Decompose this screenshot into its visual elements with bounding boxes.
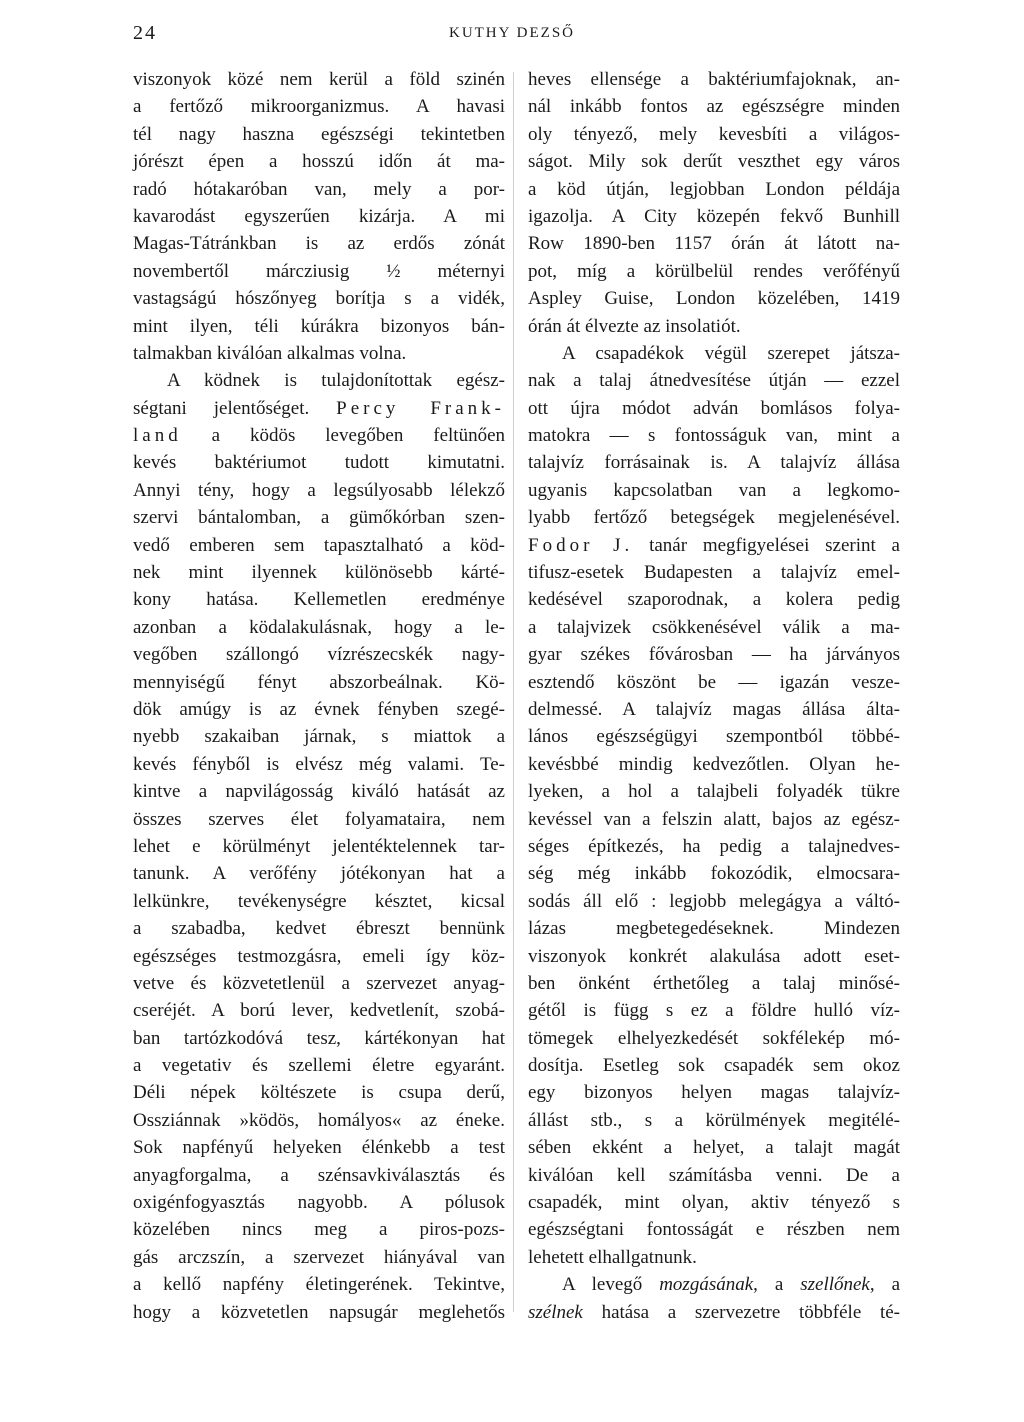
text-line [133,532,505,559]
line-text: kevés fényből is elvész még valami. Te- [133,753,505,775]
line-text: egy bizonyos helyen magas talajvíz- [528,1082,900,1104]
line-text: sodás áll elő : legjobb melegágya a váltó- [528,890,900,912]
text-line [528,997,900,1024]
text-line [528,1162,900,1189]
line-text: igazolja. A City közepén fekvő Bunhill [528,205,900,227]
line-text: vastagságú hószőnyeg borítja s a vidék, [133,288,505,310]
text-line [528,915,900,942]
text-line [133,1162,505,1189]
line-text: talmakban kiválóan alkalmas volna. [133,342,407,364]
spaced-name: Fodor J. [528,534,634,556]
line-text: azonban a ködalakulásnak, hogy a le- [133,616,505,638]
text-line [528,806,900,833]
line-text: Aspley Guise, London közelében, 1419 [528,288,900,310]
text-line [528,504,900,531]
line-text: radó hótakaróban van, mely a por- [133,178,505,200]
line-text: kevésbbé mindig kedvezőtlen. Olyan he- [528,753,900,775]
text-line [528,66,900,93]
line-text: vedő emberen sem tapasztalható a köd- [133,534,505,556]
line-text: kevéssel van a felszin alatt, bajos az egész- [528,808,900,830]
text-line [528,1025,900,1052]
line-text: nyebb szakaiban járnak, s miattok a [133,726,505,748]
line-text: hogy a közvetetlen napsugár meglehetős [133,1301,505,1323]
text-line [133,723,505,750]
text-line [133,778,505,805]
line-text: delmessé. A talajvíz magas állása álta- [528,698,900,720]
line-text: anyagforgalma, a szénsavkiválasztás és [133,1164,505,1186]
line-text: jórészt épen a hosszú időn át ma- [133,151,505,173]
line-text: Annyi tény, hogy a legsúlyosabb lélekző [133,479,505,501]
line-text: Ossziánnak »ködös, homályos« az éneke. [133,1109,505,1131]
spaced-name: Percy Frank- [336,397,505,419]
line-text: kintve a napvilágosság kiváló hatását az [133,781,505,803]
text-line [528,696,900,723]
line-text: tömegek elhelyezkedését sokfélekép mó- [528,1027,900,1049]
text-line [528,1052,900,1079]
text-line [133,340,505,367]
line-text: heves ellensége a baktériumfajoknak, an- [528,69,900,90]
line-text: lehetett elhallgatnunk. [528,1246,697,1268]
text-line [133,367,505,394]
line-text: tifusz-esetek Budapesten a talajvíz emel- [528,562,900,584]
line-text: tanár megfigyelései szerint a [633,534,900,556]
text-line [133,1107,505,1134]
text-line [133,395,505,422]
line-text: talajvíz forrásainak is. A talajvíz állása [528,452,900,474]
line-text: A ködnek is tulajdonítottak egész- [167,370,505,392]
column-divider [513,72,514,1312]
text-line [528,532,900,559]
text-line [133,1271,505,1298]
text-line [133,669,505,696]
line-text: kiválóan kell számításba venni. De a [528,1164,900,1186]
text-line [133,203,505,230]
line-text: a szabadba, kedvet ébreszt bennünk [133,918,505,940]
text-line [528,285,900,312]
line-text: viszonyok konkrét alakulása adott eset- [528,945,900,967]
line-text: kevés baktériumot tudott kimutatni. [133,452,505,474]
text-line [133,1189,505,1216]
text-line [528,1134,900,1161]
line-text: hatása a szervezetre többféle té- [582,1301,900,1323]
text-line [528,778,900,805]
text-line [133,1216,505,1243]
line-text: Magas-Tátránkban is az erdős zónát [133,233,505,255]
text-line [133,313,505,340]
text-line [133,504,505,531]
line-text: gás arczszín, a szervezet hiányával van [133,1246,505,1268]
text-line [133,1244,505,1271]
line-text: állást stb., s a körülmények megitélé- [528,1109,900,1131]
text-line [528,367,900,394]
line-text: a kellő napfény életingerének. Tekintve, [133,1274,505,1296]
line-text: a köd útján, legjobban London példája [528,178,900,200]
line-text: tanunk. A verőfény jótékonyan hat a [133,863,505,885]
line-text: ugyanis kapcsolatban van a legkomo- [528,479,900,501]
line-text: oxigénfogyasztás nagyobb. A pólusok [133,1192,505,1214]
line-text: Déli népek költészete is csupa derű, [133,1082,505,1104]
line-text: oly tényező, mely kevesbíti a világos- [528,123,900,145]
italic-term: szellőnek [800,1274,870,1296]
text-line [133,696,505,723]
text-line [528,203,900,230]
text-line [528,93,900,120]
line-text: egészséges testmozgásra, emeli így köz- [133,945,505,967]
line-text: kedésével szaporodnak, a kolera pedig [528,589,900,611]
line-text: matokra — s fontosságuk van, mint a [528,425,900,447]
text-line [528,669,900,696]
line-text: esztendő köszönt be — igazán vesze- [528,671,900,693]
text-line [133,997,505,1024]
text-line [133,641,505,668]
line-text: viszonyok közé nem kerül a föld szinén [133,69,505,90]
line-text: ban tartózkodóvá tesz, kártékonyan hat [133,1027,505,1049]
line-text: Row 1890-ben 1157 órán át látott na- [528,233,900,255]
text-line [528,313,900,340]
text-line [133,833,505,860]
text-line [133,1079,505,1106]
line-text: közelében nincs meg a piros-pozs- [133,1219,505,1241]
running-head: KUTHY DEZSŐ [448,25,576,41]
text-line [133,230,505,257]
line-text: nak a talaj átnedvesítése útján — ezzel [528,370,900,392]
text-line [133,121,505,148]
text-line [133,176,505,203]
line-text: kony hatása. Kellemetlen eredménye [133,589,505,611]
text-line [528,1189,900,1216]
line-text: lános egészségügyi szempontból többé- [528,726,900,748]
line-text: lehet e körülményt jelentéktelennek tar- [133,835,505,857]
text-line [528,943,900,970]
text-line [133,1052,505,1079]
text-line [133,586,505,613]
line-text: lelkünkre, tevékenységre késztet, kicsal [133,890,505,912]
line-text: a fertőző mikroorganizmus. A havasi [133,96,505,118]
line-text: a vegetativ és szellemi életre egyaránt. [133,1055,505,1077]
text-line [528,586,900,613]
line-text: kavarodást egyszerűen kizárja. A mi [133,205,505,227]
text-line [528,1299,900,1326]
text-line [528,230,900,257]
line-text: a talajvizek csökkenésével válik a ma- [528,616,900,638]
text-line [133,970,505,997]
line-text: nál inkább fontos az egészségre minden [528,96,900,118]
line-text: cseréjét. A ború lever, kedvetlenít, szobá- [133,1000,505,1022]
line-text: pot, míg a körülbelül rendes verőfényű [528,260,900,282]
right-column [528,66,900,1326]
text-line [133,422,505,449]
text-line [528,970,900,997]
line-text: novembertől márcziusig ½ méternyi [133,260,505,282]
text-line [528,422,900,449]
text-line [528,1107,900,1134]
text-line [528,1271,900,1298]
line-text: Sok napfényű helyeken élénkebb a test [133,1137,505,1159]
line-text: összes szerves élet folyamataira, nem [133,808,505,830]
line-text: vegőben szállongó vízrészecskék nagy- [133,644,505,666]
text-line [528,121,900,148]
text-line [133,148,505,175]
line-text: mint ilyen, téli kúrákra bizonyos bán- [133,315,505,337]
line-text: dök amúgy is az évnek fényben szegé- [133,698,505,720]
text-line [528,395,900,422]
line-text: lázas megbetegedéseknek. Mindezen [528,918,900,940]
text-line [133,1134,505,1161]
line-text: , a [753,1274,801,1296]
italic-term: mozgásának [659,1274,754,1296]
line-text: ott újra módot adván bomlásos folya- [528,397,900,419]
line-text: gyar székes fővárosban — ha járványos [528,644,900,666]
text-line [133,285,505,312]
text-line [133,806,505,833]
text-line [133,614,505,641]
spaced-name: land [133,425,182,447]
text-line [133,860,505,887]
text-line [133,449,505,476]
text-line [133,559,505,586]
text-line [528,1244,900,1271]
text-line [528,477,900,504]
line-text: ságot. Mily sok derűt veszthet egy város [528,151,900,173]
line-text: A csapadékok végül szerepet játsza- [562,342,900,364]
text-line [133,258,505,285]
line-text: gétől is függ s ez a földre hulló víz- [528,1000,900,1022]
line-text: csapadék, mint olyan, aktiv tényező s [528,1192,900,1214]
italic-term: szélnek [528,1301,583,1323]
text-line [133,888,505,915]
line-text: dosítja. Esetleg sok csapadék sem okoz [528,1055,900,1077]
text-line [528,340,900,367]
line-text: ségtani jelentőséget. [133,397,337,419]
text-line [528,614,900,641]
left-column [133,66,505,1326]
line-text: a ködös levegőben feltünően [181,425,505,447]
line-text: mennyiségű fényt abszorbeálnak. Kö- [133,671,505,693]
text-line [528,833,900,860]
text-line [528,258,900,285]
text-line [133,66,505,93]
line-text: séges építkezés, ha pedig a talajnedves- [528,835,900,857]
line-text: lyeken, a hol a talajbeli folyadék tükre [528,781,900,803]
line-text: egészségtani fontosságát e részben nem [528,1219,900,1241]
text-line [133,751,505,778]
text-line [528,148,900,175]
line-text: ség még inkább fokozódik, elmocsara- [528,863,900,885]
text-line [528,449,900,476]
text-line [133,1025,505,1052]
line-text: vetve és közvetetlenül a szervezet anyag- [133,972,505,994]
text-line [133,477,505,504]
text-line [528,1216,900,1243]
text-line [528,641,900,668]
line-text: sében ekként a helyet, a talajt magát [528,1137,900,1159]
line-text: nek mint ilyennek különösebb kárté- [133,562,505,584]
text-line [528,559,900,586]
text-line [528,860,900,887]
line-text: szervi bántalomban, a gümőkórban szen- [133,507,505,529]
line-text: lyabb fertőző betegségek megjelenésével. [528,507,900,529]
line-text: , a [869,1274,900,1296]
text-line [528,1079,900,1106]
line-text: órán át élvezte az insolatiót. [528,315,741,337]
line-text: A levegő [562,1274,660,1296]
text-line [133,915,505,942]
page-number: 24 [133,22,157,44]
line-text: ben önként érthetőleg a talaj minősé- [528,972,900,994]
text-line [133,93,505,120]
text-line [528,751,900,778]
text-line [528,176,900,203]
line-text: tél nagy haszna egészségi tekintetben [133,123,505,145]
text-line [133,943,505,970]
text-line [528,888,900,915]
text-line [528,723,900,750]
text-line [133,1299,505,1326]
